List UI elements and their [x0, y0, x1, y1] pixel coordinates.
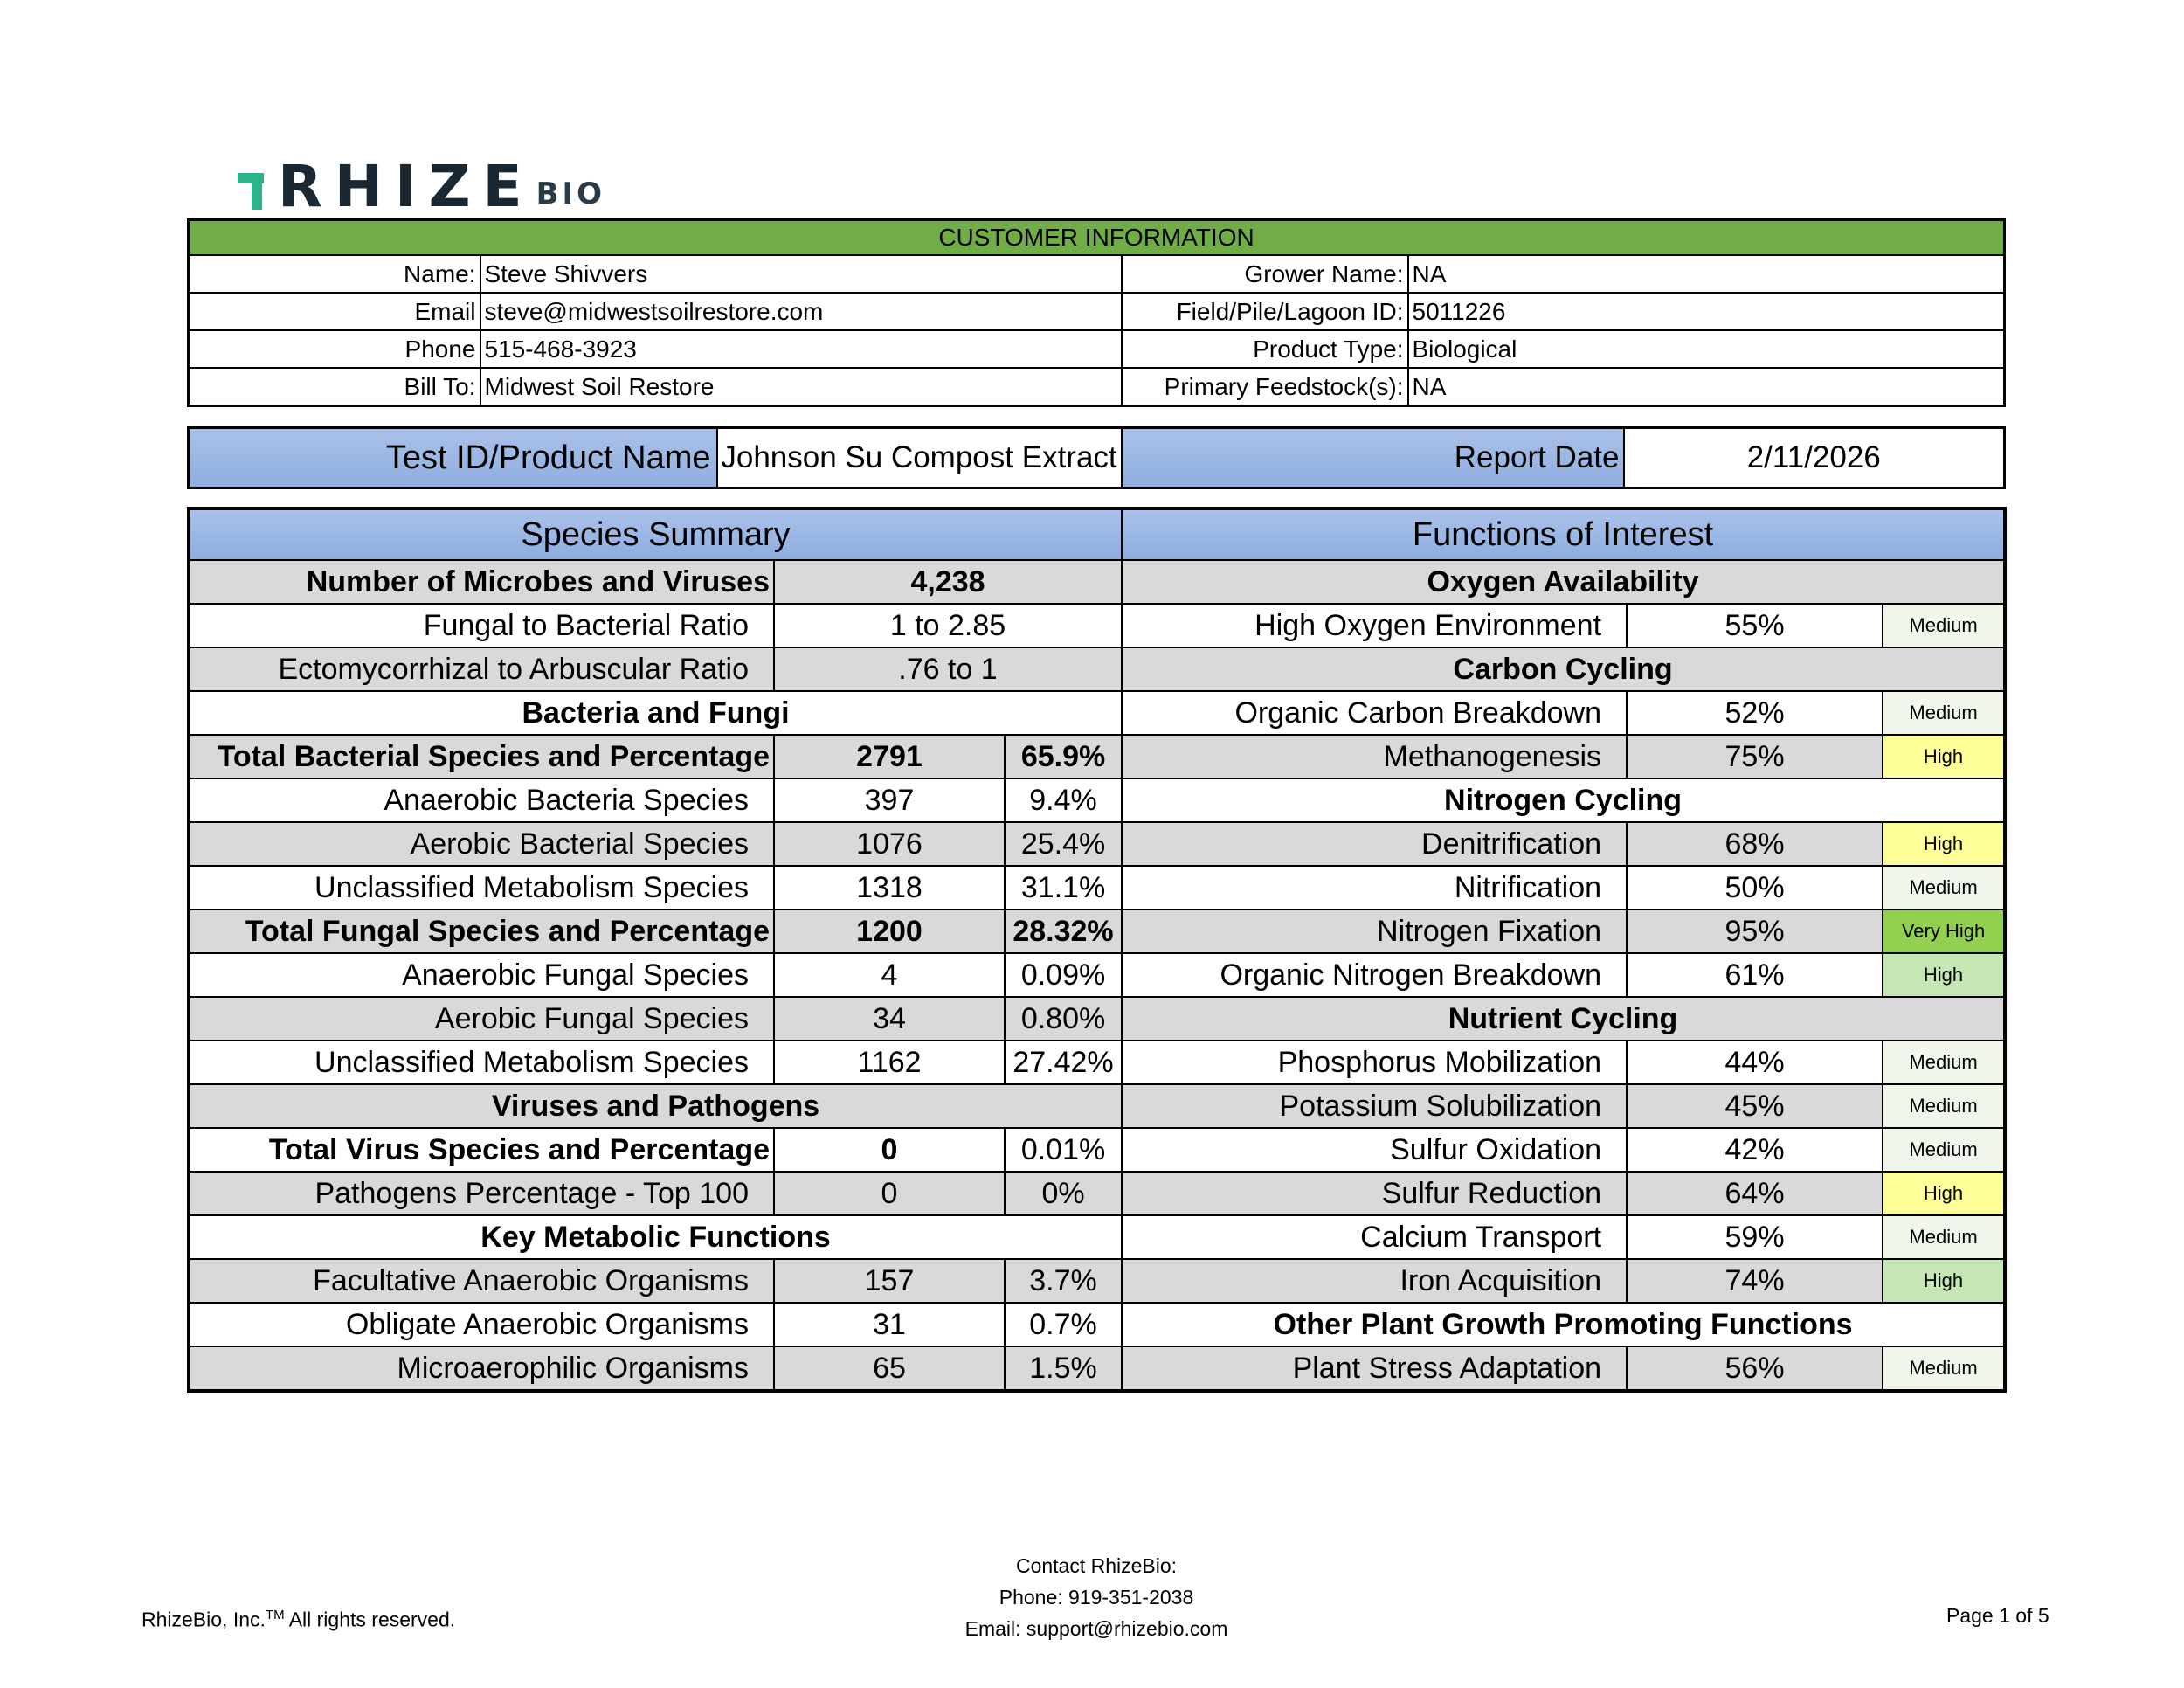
denitrification-label: Denitrification: [1122, 822, 1627, 866]
denitrification-pct: 68%: [1627, 822, 1883, 866]
anaerobic-fungal-count: 4: [774, 953, 1005, 997]
high-oxygen-label: High Oxygen Environment: [1122, 604, 1627, 647]
name-label: Name:: [189, 255, 480, 293]
table-row: [189, 647, 2005, 691]
microbes-label: Number of Microbes and Viruses: [189, 560, 774, 604]
phone-label: Phone: [189, 330, 480, 368]
table-row: [189, 1215, 2005, 1259]
footer-contact-title: Contact RhizeBio:: [1015, 1554, 1178, 1577]
test-id-value: Johnson Su Compost Extract: [717, 428, 1122, 488]
microaerophilic-label: Microaerophilic Organisms: [189, 1346, 774, 1391]
virus-total-pct: 0.01%: [1005, 1128, 1122, 1172]
pathogens-pct: 0%: [1005, 1172, 1122, 1215]
species-summary-title: Species Summary: [189, 508, 1122, 560]
potassium-label: Potassium Solubilization: [1122, 1084, 1627, 1128]
sulfur-reduction-label: Sulfur Reduction: [1122, 1172, 1627, 1215]
aerobic-bacteria-label: Aerobic Bacterial Species: [189, 822, 774, 866]
unclassified-fungal-pct: 27.42%: [1005, 1041, 1122, 1084]
section-viruses-pathogens: Viruses and Pathogens: [189, 1084, 1122, 1128]
sulfur-reduction-level: High: [1883, 1172, 2005, 1215]
results-table: [187, 507, 2007, 1393]
organic-nitrogen-level: High: [1883, 953, 2005, 997]
section-other-functions: Other Plant Growth Promoting Functions: [1122, 1303, 2005, 1346]
phosphorus-level: Medium: [1883, 1041, 2005, 1084]
anaerobic-bacteria-pct: 9.4%: [1005, 778, 1122, 822]
table-row: [189, 866, 2005, 910]
methanogenesis-pct: 75%: [1627, 735, 1883, 778]
table-row: [189, 604, 2005, 647]
virus-total-count: 0: [774, 1128, 1005, 1172]
logo-word: RHIZE: [278, 153, 535, 220]
potassium-pct: 45%: [1627, 1084, 1883, 1128]
aerobic-bacteria-count: 1076: [774, 822, 1005, 866]
ea-ratio-label: Ectomycorrhizal to Arbuscular Ratio: [189, 647, 774, 691]
table-row: [189, 1128, 2005, 1172]
methanogenesis-level: High: [1883, 735, 2005, 778]
footer-contact-phone: Phone: 919-351-2038: [999, 1586, 1194, 1608]
sulfur-oxidation-level: Medium: [1883, 1128, 2005, 1172]
denitrification-level: High: [1883, 822, 2005, 866]
calcium-pct: 59%: [1627, 1215, 1883, 1259]
customer-row: [189, 330, 2005, 368]
bacteria-total-label: Total Bacterial Species and Percentage: [189, 735, 774, 778]
bill-to-value: Midwest Soil Restore: [480, 368, 1122, 406]
unclassified-fungal-count: 1162: [774, 1041, 1005, 1084]
test-id-label: Test ID/Product Name: [189, 428, 717, 488]
fungal-total-count: 1200: [774, 910, 1005, 953]
field-id-label: Field/Pile/Lagoon ID:: [1122, 293, 1408, 330]
organic-carbon-level: Medium: [1883, 691, 2005, 735]
sulfur-reduction-pct: 64%: [1627, 1172, 1883, 1215]
anaerobic-fungal-pct: 0.09%: [1005, 953, 1122, 997]
obligate-label: Obligate Anaerobic Organisms: [189, 1303, 774, 1346]
email-value: steve@midwestsoilrestore.com: [480, 293, 1122, 330]
calcium-level: Medium: [1883, 1215, 2005, 1259]
feedstock-label: Primary Feedstock(s):: [1122, 368, 1408, 406]
calcium-label: Calcium Transport: [1122, 1215, 1627, 1259]
rhizebio-logo: [238, 150, 606, 220]
phosphorus-label: Phosphorus Mobilization: [1122, 1041, 1627, 1084]
customer-info-table: [187, 218, 2006, 407]
pathogens-count: 0: [774, 1172, 1005, 1215]
nitrogen-fixation-level: Very High: [1883, 910, 2005, 953]
customer-row: [189, 255, 2005, 293]
section-nitrogen: Nitrogen Cycling: [1122, 778, 2005, 822]
table-row: [189, 1346, 2005, 1391]
grower-name-value: NA: [1408, 255, 2005, 293]
footer-page-number: Page 1 of 5: [1946, 1604, 2049, 1627]
unclassified-bacteria-pct: 31.1%: [1005, 866, 1122, 910]
table-row: [189, 953, 2005, 997]
section-key-metabolic: Key Metabolic Functions: [189, 1215, 1122, 1259]
nitrification-label: Nitrification: [1122, 866, 1627, 910]
footer-contact: [0, 1550, 2184, 1644]
facultative-pct: 3.7%: [1005, 1259, 1122, 1303]
section-bacteria-fungi: Bacteria and Fungi: [189, 691, 1122, 735]
nitrogen-fixation-pct: 95%: [1627, 910, 1883, 953]
table-row: [189, 1259, 2005, 1303]
footer-rights: All rights reserved.: [284, 1608, 456, 1631]
phosphorus-pct: 44%: [1627, 1041, 1883, 1084]
stress-label: Plant Stress Adaptation: [1122, 1346, 1627, 1391]
anaerobic-fungal-label: Anaerobic Fungal Species: [189, 953, 774, 997]
aerobic-bacteria-pct: 25.4%: [1005, 822, 1122, 866]
unclassified-bacteria-count: 1318: [774, 866, 1005, 910]
fungal-total-label: Total Fungal Species and Percentage: [189, 910, 774, 953]
methanogenesis-label: Methanogenesis: [1122, 735, 1627, 778]
potassium-level: Medium: [1883, 1084, 2005, 1128]
iron-pct: 74%: [1627, 1259, 1883, 1303]
table-row: [189, 1303, 2005, 1346]
virus-total-label: Total Virus Species and Percentage: [189, 1128, 774, 1172]
product-type-value: Biological: [1408, 330, 2005, 368]
table-row: [189, 1041, 2005, 1084]
bacteria-total-pct: 65.9%: [1005, 735, 1122, 778]
sulfur-oxidation-pct: 42%: [1627, 1128, 1883, 1172]
email-label: Email: [189, 293, 480, 330]
table-row: [189, 691, 2005, 735]
report-date-value: 2/11/2026: [1624, 428, 2005, 488]
iron-level: High: [1883, 1259, 2005, 1303]
customer-row: [189, 293, 2005, 330]
field-id-value: 5011226: [1408, 293, 2005, 330]
microaerophilic-pct: 1.5%: [1005, 1346, 1122, 1391]
bill-to-label: Bill To:: [189, 368, 480, 406]
stress-level: Medium: [1883, 1346, 2005, 1391]
organic-carbon-label: Organic Carbon Breakdown: [1122, 691, 1627, 735]
customer-row: [189, 368, 2005, 406]
table-row: [189, 778, 2005, 822]
organic-nitrogen-pct: 61%: [1627, 953, 1883, 997]
nitrification-level: Medium: [1883, 866, 2005, 910]
table-row: [189, 822, 2005, 866]
phone-value: 515-468-3923: [480, 330, 1122, 368]
fungal-total-pct: 28.32%: [1005, 910, 1122, 953]
organic-nitrogen-label: Organic Nitrogen Breakdown: [1122, 953, 1627, 997]
name-value: Steve Shivvers: [480, 255, 1122, 293]
high-oxygen-pct: 55%: [1627, 604, 1883, 647]
section-oxygen: Oxygen Availability: [1122, 560, 2005, 604]
test-id-table: [187, 426, 2006, 489]
high-oxygen-level: Medium: [1883, 604, 2005, 647]
section-carbon: Carbon Cycling: [1122, 647, 2005, 691]
aerobic-fungal-pct: 0.80%: [1005, 997, 1122, 1041]
logo-suffix: BIO: [536, 176, 606, 211]
footer-trademark: TM: [265, 1608, 285, 1622]
product-type-label: Product Type:: [1122, 330, 1408, 368]
unclassified-bacteria-label: Unclassified Metabolism Species: [189, 866, 774, 910]
report-date-label: Report Date: [1122, 428, 1624, 488]
microaerophilic-count: 65: [774, 1346, 1005, 1391]
stress-pct: 56%: [1627, 1346, 1883, 1391]
aerobic-fungal-label: Aerobic Fungal Species: [189, 997, 774, 1041]
organic-carbon-pct: 52%: [1627, 691, 1883, 735]
anaerobic-bacteria-label: Anaerobic Bacteria Species: [189, 778, 774, 822]
customer-info-header: CUSTOMER INFORMATION: [189, 220, 2005, 256]
pathogens-label: Pathogens Percentage - Top 100: [189, 1172, 774, 1215]
table-row: [189, 1084, 2005, 1128]
table-row: [189, 1172, 2005, 1215]
table-row: [189, 910, 2005, 953]
obligate-count: 31: [774, 1303, 1005, 1346]
footer-company: RhizeBio, Inc.: [142, 1608, 266, 1631]
footer-contact-email: Email: support@rhizebio.com: [964, 1617, 1228, 1640]
unclassified-fungal-label: Unclassified Metabolism Species: [189, 1041, 774, 1084]
grower-name-label: Grower Name:: [1122, 255, 1408, 293]
anaerobic-bacteria-count: 397: [774, 778, 1005, 822]
microbes-value: 4,238: [774, 560, 1122, 604]
section-nutrient: Nutrient Cycling: [1122, 997, 2005, 1041]
iron-label: Iron Acquisition: [1122, 1259, 1627, 1303]
nitrogen-fixation-label: Nitrogen Fixation: [1122, 910, 1627, 953]
facultative-count: 157: [774, 1259, 1005, 1303]
obligate-pct: 0.7%: [1005, 1303, 1122, 1346]
feedstock-value: NA: [1408, 368, 2005, 406]
nitrification-pct: 50%: [1627, 866, 1883, 910]
logo-mark-icon: [238, 164, 274, 213]
table-row: [189, 997, 2005, 1041]
functions-title: Functions of Interest: [1122, 508, 2005, 560]
facultative-label: Facultative Anaerobic Organisms: [189, 1259, 774, 1303]
table-row: [189, 735, 2005, 778]
fb-ratio-value: 1 to 2.85: [774, 604, 1122, 647]
fb-ratio-label: Fungal to Bacterial Ratio: [189, 604, 774, 647]
ea-ratio-value: .76 to 1: [774, 647, 1122, 691]
table-row: [189, 560, 2005, 604]
aerobic-fungal-count: 34: [774, 997, 1005, 1041]
sulfur-oxidation-label: Sulfur Oxidation: [1122, 1128, 1627, 1172]
bacteria-total-count: 2791: [774, 735, 1005, 778]
